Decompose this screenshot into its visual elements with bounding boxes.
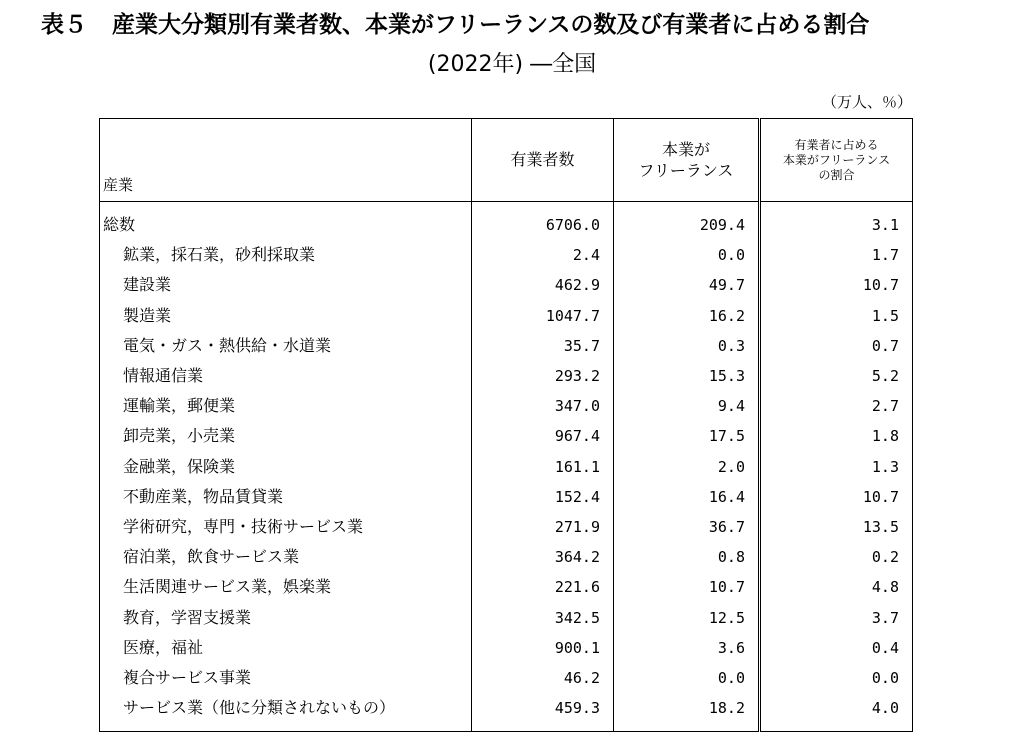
header-freelance [614,119,760,202]
freelance-cell: 16.4 [614,482,760,512]
ratio-cell: 10.7 [760,482,913,512]
industry-cell: 不動産業，物品賃貸業 [123,486,284,506]
employed-cell: 35.7 [472,331,614,361]
table-row [100,270,913,300]
employed-cell: 364.2 [472,542,614,572]
industry-cell: 医療，福祉 [123,637,204,657]
industry-cell: 運輸業，郵便業 [123,396,236,416]
header-freelance-line-2: フリーランス [638,161,734,180]
employed-cell: 271.9 [472,512,614,542]
employed-cell: 1047.7 [472,301,614,331]
table-row [100,361,913,391]
freelance-cell: 12.5 [614,602,760,632]
header-employed: 有業者数 [472,119,614,202]
freelance-cell: 0.3 [614,331,760,361]
table-row [100,663,913,693]
table-number: 表５ [41,12,87,38]
freelance-cell: 10.7 [614,572,760,602]
industry-cell: 鉱業，採石業，砂利採取業 [123,245,316,265]
ratio-cell: 3.7 [760,602,913,632]
header-ratio-line-3: の割合 [818,167,855,182]
table-row [100,331,913,361]
freelance-cell: 18.2 [614,693,760,732]
industry-cell: 情報通信業 [123,366,204,386]
header-ratio [760,119,913,202]
table-row [100,482,913,512]
industry-cell: 教育，学習支援業 [123,607,252,627]
ratio-cell: 1.3 [760,452,913,482]
ratio-cell: 1.5 [760,301,913,331]
table-row [100,602,913,632]
freelance-cell: 36.7 [614,512,760,542]
header-ratio-line-2: 本業がフリーランス [782,152,891,167]
ratio-cell: 0.0 [760,663,913,693]
header-ratio-line-1: 有業者に占める [794,137,879,152]
employed-cell: 2.4 [472,240,614,270]
table-row [100,512,913,542]
statistics-table [99,118,913,732]
header-row [100,119,913,202]
employed-cell: 342.5 [472,602,614,632]
employed-cell: 459.3 [472,693,614,732]
industry-cell: 製造業 [123,305,172,325]
freelance-cell: 16.2 [614,301,760,331]
table-row [100,202,913,241]
ratio-cell: 0.7 [760,331,913,361]
employed-cell: 46.2 [472,663,614,693]
table-row [100,542,913,572]
industry-cell: 学術研究，専門・技術サービス業 [123,516,364,536]
ratio-cell: 2.7 [760,391,913,421]
freelance-cell: 9.4 [614,391,760,421]
table-row [100,391,913,421]
employed-cell: 6706.0 [472,202,614,241]
table-row [100,301,913,331]
table-row [100,572,913,602]
unit-label: （万人、％） [821,93,912,111]
ratio-cell: 1.8 [760,421,913,451]
page-subtitle: (2022年) ―全国 [427,52,597,77]
employed-cell: 152.4 [472,482,614,512]
page-title [0,8,1024,42]
table-row [100,240,913,270]
industry-cell: 金融業，保険業 [123,456,236,476]
industry-cell: 建設業 [123,275,172,295]
freelance-cell: 3.6 [614,633,760,663]
header-freelance-line-1: 本業が [661,140,710,159]
ratio-cell: 0.4 [760,633,913,663]
employed-cell: 293.2 [472,361,614,391]
industry-cell: 生活関連サービス業，娯楽業 [123,577,332,597]
table-row [100,421,913,451]
header-industry: 産業 [100,119,472,202]
employed-cell: 221.6 [472,572,614,602]
ratio-cell: 0.2 [760,542,913,572]
industry-cell: 複合サービス事業 [123,667,252,687]
freelance-cell: 0.0 [614,663,760,693]
freelance-cell: 0.8 [614,542,760,572]
employed-cell: 161.1 [472,452,614,482]
ratio-cell: 4.8 [760,572,913,602]
industry-cell: 宿泊業，飲食サービス業 [123,547,300,567]
freelance-cell: 49.7 [614,270,760,300]
freelance-cell: 209.4 [614,202,760,241]
ratio-cell: 1.7 [760,240,913,270]
freelance-cell: 2.0 [614,452,760,482]
industry-cell: 卸売業，小売業 [123,426,236,446]
employed-cell: 347.0 [472,391,614,421]
ratio-cell: 4.0 [760,693,913,732]
ratio-cell: 5.2 [760,361,913,391]
table-row [100,633,913,663]
employed-cell: 900.1 [472,633,614,663]
ratio-cell: 13.5 [760,512,913,542]
employed-cell: 462.9 [472,270,614,300]
table-title: 産業大分類別有業者数、本業がフリーランスの数及び有業者に占める割合 [112,12,870,38]
ratio-cell: 10.7 [760,270,913,300]
employed-cell: 967.4 [472,421,614,451]
freelance-cell: 15.3 [614,361,760,391]
table-body [100,202,913,732]
freelance-cell: 0.0 [614,240,760,270]
industry-cell: サービス業（他に分類されないもの） [123,698,396,718]
freelance-cell: 17.5 [614,421,760,451]
table-row [100,693,913,732]
ratio-cell: 3.1 [760,202,913,241]
table-row [100,452,913,482]
industry-cell: 電気・ガス・熱供給・水道業 [123,335,332,355]
industry-cell: 総数 [103,215,136,235]
